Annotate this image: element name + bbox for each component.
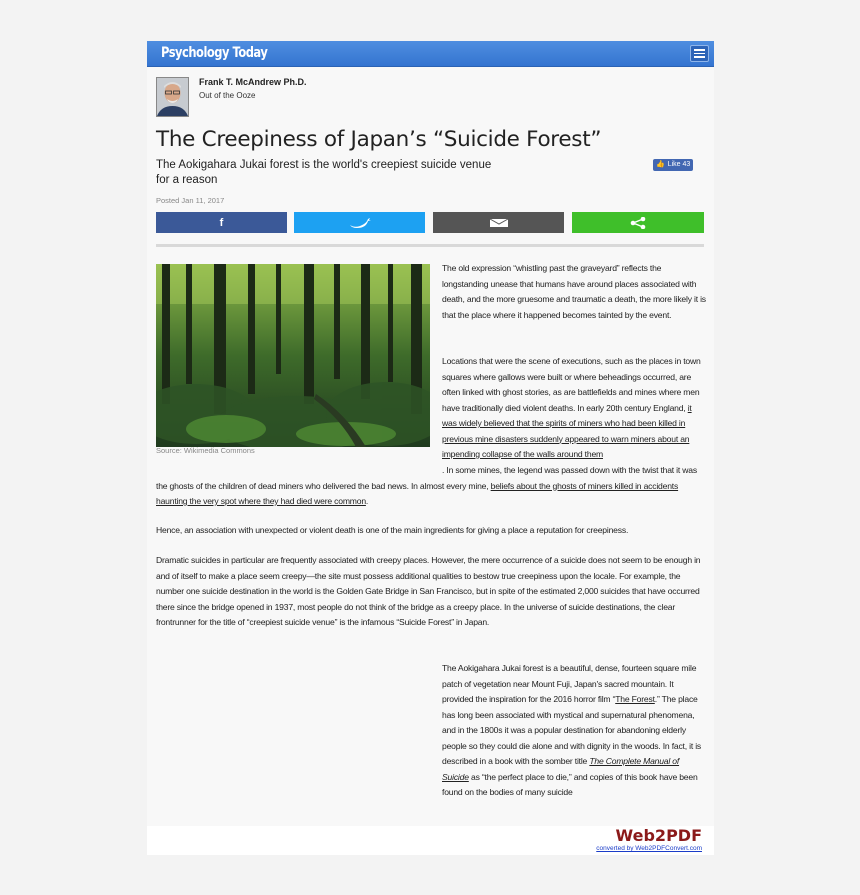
- thumbs-up-icon: 👍: [656, 161, 665, 168]
- paragraph-2-bottom: . In some mines, the legend was passed down with the twist that it was the ghosts of the children of dead miners who delivered the bad news. In almost every mine, beliefs about the ghosts of miners killed in accidents haunting the very spot where they had died were common.: [156, 465, 697, 506]
- share-facebook-button[interactable]: [156, 212, 287, 233]
- paragraph-2-text: Locations that were the scene of executions, such as the places in town squares where gallows were built or where beheadings occurred, are often linked with ghost stories, as are battlefields and mines where men have traditionally died violent deaths. In early 20th century England,: [442, 356, 701, 413]
- share-icon: [572, 212, 704, 233]
- photo-caption: Source: Wikimedia Commons: [156, 446, 255, 455]
- miners-spirits-link[interactable]: it was widely believed that the spirits of miners who had been killed in previous mine disasters suddenly appeared to warn miners about an impending collapse of the walls around them: [442, 402, 692, 459]
- posted-date: Posted Jan 11, 2017: [156, 196, 225, 205]
- book-title-link[interactable]: The Complete Manual of Suicide: [442, 756, 680, 782]
- twitter-bird-icon: [294, 212, 425, 233]
- web2pdf-logo: Web2PDF: [615, 826, 702, 845]
- article-page: [147, 41, 714, 855]
- paragraph-5-end: as “the perfect place to die,” and copies of this book have been found on the bodies of many suicide: [442, 771, 698, 797]
- paragraph-2-continued: . In some mines, the legend was passed down with the twist that it was the ghosts of the children of dead miners who delivered the bad news. In almost every mine,: [156, 465, 697, 491]
- divider: [156, 244, 704, 247]
- facebook-icon: f: [219, 217, 224, 229]
- blog-name[interactable]: Out of the Ooze: [199, 91, 256, 100]
- share-twitter-button[interactable]: [294, 212, 425, 233]
- miners-ghosts-link[interactable]: beliefs about the ghosts of miners killed in accidents haunting the very spot where they had died were common: [156, 480, 679, 506]
- article-title: The Creepiness of Japan’s “Suicide Forest”: [156, 127, 602, 152]
- site-logo[interactable]: Psychology Today: [161, 45, 268, 61]
- share-more-button[interactable]: [572, 212, 704, 233]
- facebook-like-button[interactable]: [653, 159, 693, 171]
- pdf-footer: [147, 826, 714, 855]
- paragraph-3: Hence, an association with unexpected or violent death is one of the main ingredients for giving a place a reputation for creepiness.: [156, 525, 629, 535]
- paragraph-1: The old expression “whistling past the graveyard” reflects the longstanding unease that humans have around places associated with death, and the more gruesome and traumatic a death, the more likely it is that the place where it happened becomes tainted by the event.: [442, 263, 706, 320]
- envelope-icon: [433, 212, 564, 233]
- author-name[interactable]: Frank T. McAndrew Ph.D.: [199, 77, 307, 87]
- web2pdf-badge[interactable]: [596, 826, 702, 852]
- forest-photo: [156, 264, 430, 447]
- web2pdf-converted-link[interactable]: converted by Web2PDFConvert.com: [596, 845, 702, 852]
- top-bar: [147, 41, 714, 67]
- author-avatar[interactable]: [156, 77, 189, 117]
- hamburger-menu-icon[interactable]: [690, 45, 709, 62]
- the-forest-link[interactable]: The Forest: [615, 694, 655, 704]
- paragraph-2-top: [442, 354, 706, 463]
- paragraph-5: [442, 661, 706, 801]
- paragraph-5-middle: .” The place has long been associated with mystical and supernatural phenomena, and in the 1800s it was a popular destination for abandoning elderly people so they could die alone and with dignity in the woods. In fact, it is described in a book with the somber title: [442, 694, 702, 766]
- like-count: Like 43: [667, 161, 691, 168]
- share-email-button[interactable]: [433, 212, 564, 233]
- paragraph-5-text: The Aokigahara Jukai forest is a beautiful, dense, fourteen square mile patch of vegetation near Mount Fuji, Japan's sacred mountain. It provided the inspiration for the 2016 horror film “: [442, 663, 697, 704]
- paragraph-4: Dramatic suicides in particular are frequently associated with creepy places. However, the mere occurrence of a suicide does not seem to be enough in and of itself to make a place seem creepy—the site must possess additional qualities to bestow true creepiness upon the locale. For example, the number one suicide destination in the world is the Golden Gate Bridge in San Francisco, but in spite of the estimated 2,000 suicides that have occurred there since the bridge opened in 1937, most people do not think of the bridge as a creepy place. In the universe of suicide destinations, the clear frontrunner for the title of “creepiest suicide venue” is the infamous “Suicide Forest” in Japan.: [156, 555, 701, 627]
- article-subtitle: The Aokigahara Jukai forest is the world's creepiest suicide venue for a reason: [156, 159, 492, 186]
